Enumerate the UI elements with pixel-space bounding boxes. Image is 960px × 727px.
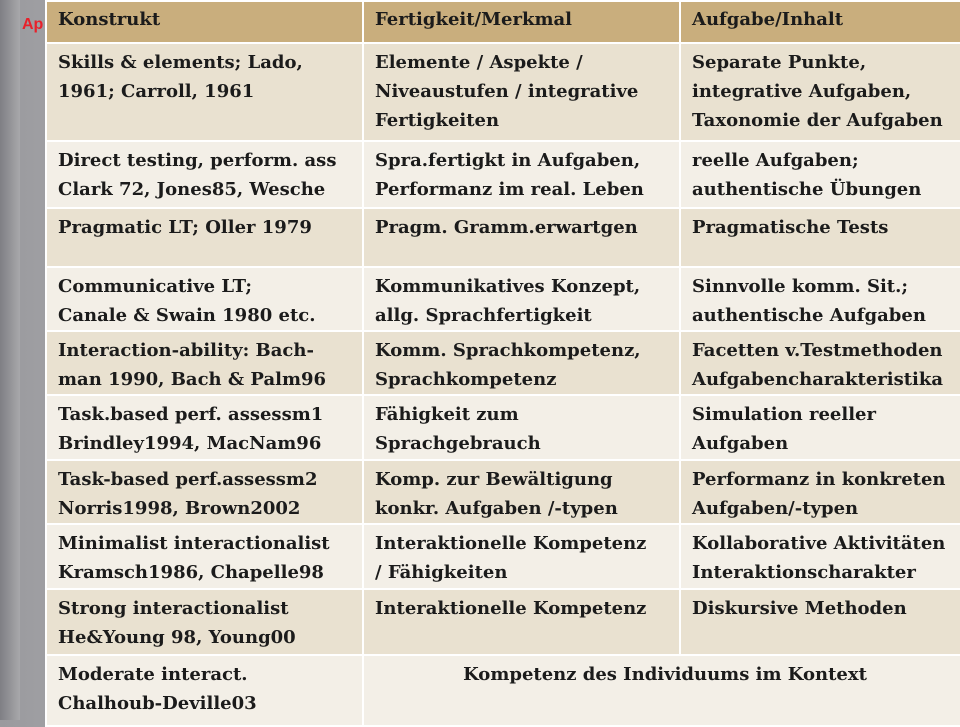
- cell-aufgabe-inhalt: [680, 331, 960, 395]
- cell-fertigkeit-merkmal: [363, 43, 680, 141]
- construct-table: [45, 0, 960, 727]
- cell-text-line: Minimalist interactionalist: [58, 533, 330, 554]
- cell-fertigkeit-merkmal: [363, 141, 680, 208]
- cell-aufgabe-inhalt: [680, 141, 960, 208]
- cell-text-line: Sprachgebrauch: [375, 433, 541, 454]
- cell-text-line: Kompetenz des Individuums im Kontext: [463, 664, 867, 685]
- cell-text-line: Skills & elements; Lado,: [58, 52, 303, 73]
- cell-aufgabe-inhalt: [680, 460, 960, 524]
- slide-title: Ap: [22, 16, 44, 33]
- cell-text-line: Performanz in konkreten: [692, 469, 946, 490]
- cell-aufgabe-inhalt: [680, 589, 960, 655]
- cell-text-line: Kommunikatives Konzept,: [375, 276, 641, 297]
- cell-aufgabe-inhalt: [680, 43, 960, 141]
- cell-text-line: He&Young 98, Young00: [58, 627, 296, 648]
- cell-text-line: Taxonomie der Aufgaben: [692, 110, 943, 131]
- cell-konstrukt: [46, 460, 363, 524]
- cell-text-line: Clark 72, Jones85, Wesche: [58, 179, 326, 200]
- cell-aufgabe-inhalt: [680, 267, 960, 331]
- cell-text-line: Pragm. Gramm.erwartgen: [375, 217, 638, 238]
- cell-text-line: man 1990, Bach & Palm96: [58, 369, 327, 390]
- cell-text-line: konkr. Aufgaben /-typen: [375, 498, 618, 519]
- cell-konstrukt: [46, 43, 363, 141]
- cell-text-line: Chalhoub-Deville03: [58, 693, 257, 714]
- table-row: [46, 267, 960, 331]
- cell-text-line: Elemente / Aspekte /: [375, 52, 583, 73]
- cell-konstrukt: [46, 395, 363, 460]
- table-row: [46, 395, 960, 460]
- cell-text-line: Interaktionelle Kompetenz: [375, 533, 647, 554]
- cell-text-line: Sprachkompetenz: [375, 369, 557, 390]
- cell-konstrukt: [46, 655, 363, 726]
- cell-text-line: Strong interactionalist: [58, 598, 289, 619]
- cell-text-line: Interaktionelle Kompetenz: [375, 598, 647, 619]
- cell-text-line: integrative Aufgaben,: [692, 81, 912, 102]
- cell-text-line: Kramsch1986, Chapelle98: [58, 562, 324, 583]
- cell-aufgabe-inhalt: [680, 208, 960, 267]
- cell-text-line: authentische Übungen: [692, 179, 922, 200]
- cell-text-line: Interaktionscharakter: [692, 562, 916, 583]
- cell-text-line: Brindley1994, MacNam96: [58, 433, 322, 454]
- cell-text-line: Moderate interact.: [58, 664, 248, 685]
- table-row: [46, 460, 960, 524]
- cell-aufgabe-inhalt: [680, 395, 960, 460]
- cell-text-line: Aufgaben: [692, 433, 789, 454]
- cell-fertigkeit-merkmal: [363, 524, 680, 589]
- header-fertigkeit-merkmal: Fertigkeit/Merkmal: [363, 1, 680, 43]
- cell-text-line: Norris1998, Brown2002: [58, 498, 301, 519]
- cell-text-line: Performanz im real. Leben: [375, 179, 644, 200]
- cell-fertigkeit-merkmal: [363, 331, 680, 395]
- cell-text-line: Fertigkeiten: [375, 110, 500, 131]
- table-row: [46, 208, 960, 267]
- cell-text-line: Task.based perf. assessm1: [58, 404, 324, 425]
- cell-fertigkeit-merkmal: [363, 267, 680, 331]
- cell-text-line: Sinnvolle komm. Sit.;: [692, 276, 909, 297]
- cell-text-line: Canale & Swain 1980 etc.: [58, 305, 316, 326]
- cell-text-line: Task-based perf.assessm2: [58, 469, 318, 490]
- cell-konstrukt: [46, 331, 363, 395]
- cell-text-line: authentische Aufgaben: [692, 305, 926, 326]
- cell-text-line: Diskursive Methoden: [692, 598, 907, 619]
- cell-text-line: Aufgaben/-typen: [692, 498, 859, 519]
- header-aufgabe-inhalt: Aufgabe/Inhalt: [680, 1, 960, 43]
- cell-text-line: Direct testing, perform. ass: [58, 150, 337, 171]
- table-row: [46, 655, 960, 726]
- cell-konstrukt: [46, 589, 363, 655]
- table-row: [46, 43, 960, 141]
- header-konstrukt: Konstrukt: [46, 1, 363, 43]
- cell-text-line: Komm. Sprachkompetenz,: [375, 340, 641, 361]
- cell-text-line: Communicative LT;: [58, 276, 252, 297]
- cell-text-line: Kollaborative Aktivitäten: [692, 533, 946, 554]
- cell-fertigkeit-merkmal: [363, 460, 680, 524]
- cell-fertigkeit-merkmal: [363, 395, 680, 460]
- cell-konstrukt: [46, 141, 363, 208]
- cell-fertigkeit-merkmal: [363, 589, 680, 655]
- cell-text-line: Facetten v.Testmethoden: [692, 340, 943, 361]
- cell-text-line: Interaction-ability: Bach-: [58, 340, 314, 361]
- cell-text-line: 1961; Carroll, 1961: [58, 81, 255, 102]
- cell-konstrukt: [46, 267, 363, 331]
- cell-text-line: Spra.fertigkt in Aufgaben,: [375, 150, 641, 171]
- cell-fertigkeit-merkmal: [363, 208, 680, 267]
- cell-text-line: Komp. zur Bewältigung: [375, 469, 613, 490]
- cell-konstrukt: [46, 524, 363, 589]
- cell-text-line: reelle Aufgaben;: [692, 150, 859, 171]
- cell-text-line: Pragmatische Tests: [692, 217, 889, 238]
- table-row: [46, 589, 960, 655]
- table-header-row: [46, 1, 960, 43]
- cell-konstrukt: [46, 208, 363, 267]
- cell-aufgabe-inhalt: [680, 524, 960, 589]
- slide-left-strip: [0, 0, 20, 720]
- table-row: [46, 331, 960, 395]
- cell-merged-kompetenz: [363, 655, 960, 726]
- cell-text-line: Separate Punkte,: [692, 52, 867, 73]
- cell-text-line: / Fähigkeiten: [375, 562, 508, 583]
- cell-text-line: Pragmatic LT; Oller 1979: [58, 217, 312, 238]
- cell-text-line: allg. Sprachfertigkeit: [375, 305, 592, 326]
- table-row: [46, 524, 960, 589]
- table-row: [46, 141, 960, 208]
- cell-text-line: Simulation reeller: [692, 404, 876, 425]
- cell-text-line: Fähigkeit zum: [375, 404, 519, 425]
- cell-text-line: Aufgabencharakteristika: [692, 369, 944, 390]
- cell-text-line: Niveaustufen / integrative: [375, 81, 639, 102]
